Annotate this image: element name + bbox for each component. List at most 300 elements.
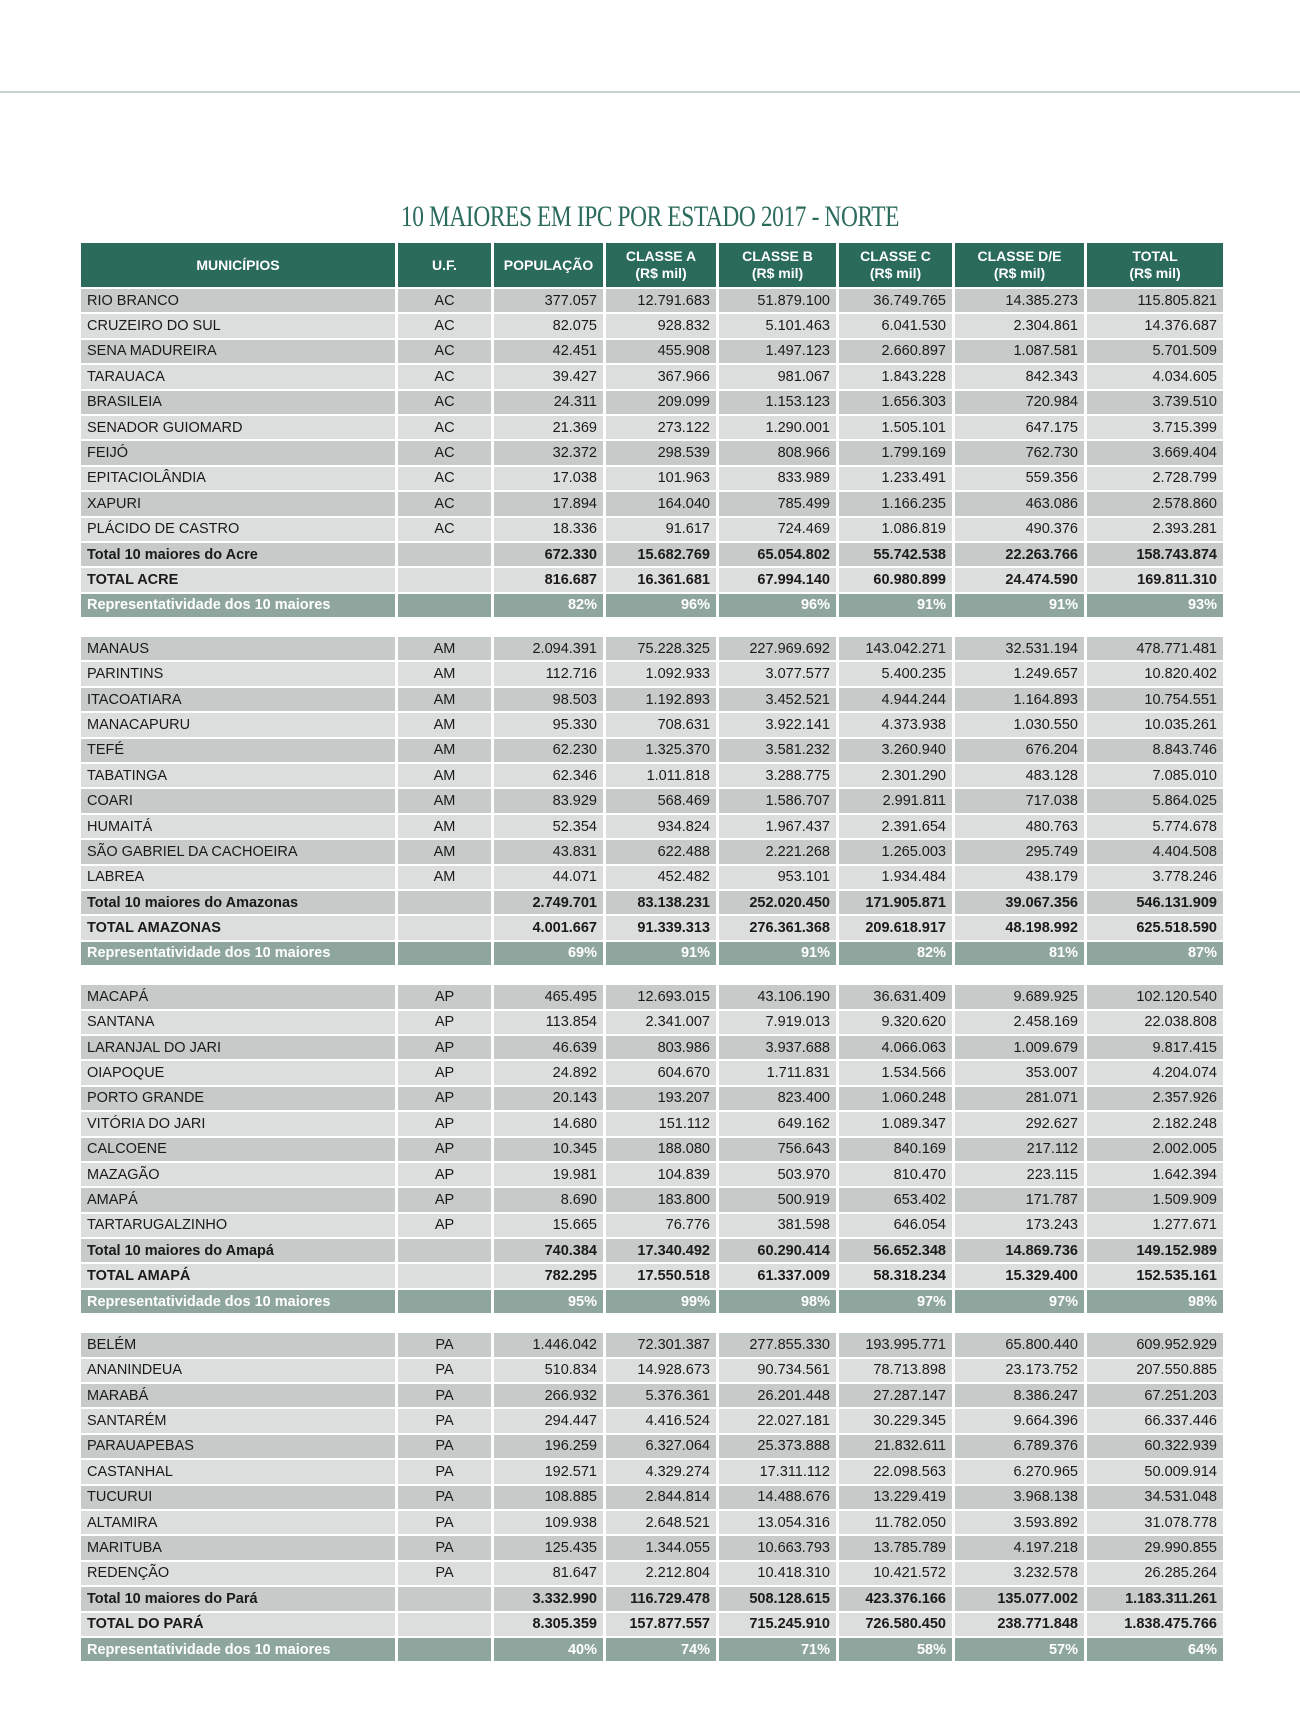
cell-municipio: BRASILEIA (81, 391, 395, 414)
cell-uf: AC (398, 391, 491, 414)
cell-uf: AM (398, 662, 491, 685)
cell-classe-b: 1.586.707 (719, 789, 836, 812)
table-row (81, 391, 1223, 414)
cell-populacao: 40% (494, 1638, 603, 1661)
cell-classe-b: 61.337.009 (719, 1264, 836, 1287)
cell-classe-de: 4.197.218 (955, 1536, 1084, 1559)
cell-uf: AP (398, 1214, 491, 1237)
cell-classe-c: 4.373.938 (839, 713, 952, 736)
cell-classe-de: 720.984 (955, 391, 1084, 414)
cell-classe-b: 65.054.802 (719, 543, 836, 566)
cell-classe-c: 30.229.345 (839, 1409, 952, 1432)
cell-classe-b: 3.922.141 (719, 713, 836, 736)
cell-total: 31.078.778 (1087, 1511, 1223, 1534)
cell-classe-a: 2.341.007 (606, 1011, 716, 1034)
cell-populacao: 3.332.990 (494, 1587, 603, 1610)
cell-classe-c: 21.832.611 (839, 1435, 952, 1458)
subtotal-row (81, 543, 1223, 566)
cell-classe-de: 65.800.440 (955, 1333, 1084, 1356)
cell-populacao: 69% (494, 942, 603, 965)
cell-classe-a: 12.693.015 (606, 985, 716, 1008)
cell-uf (398, 543, 491, 566)
cell-classe-de: 559.356 (955, 467, 1084, 490)
cell-classe-c: 2.301.290 (839, 764, 952, 787)
table-row (81, 1333, 1223, 1356)
cell-classe-a: 96% (606, 594, 716, 617)
cell-total: 10.035.261 (1087, 713, 1223, 736)
cell-classe-b: 3.581.232 (719, 739, 836, 762)
cell-classe-de: 6.789.376 (955, 1435, 1084, 1458)
cell-uf: AC (398, 365, 491, 388)
cell-classe-de: 14.869.736 (955, 1239, 1084, 1262)
cell-classe-c: 1.086.819 (839, 518, 952, 541)
table-row (81, 866, 1223, 889)
cell-classe-b: 981.067 (719, 365, 836, 388)
cell-classe-de: 483.128 (955, 764, 1084, 787)
ipc-table (78, 241, 1226, 1663)
cell-municipio: MACAPÁ (81, 985, 395, 1008)
cell-municipio: MARABÁ (81, 1384, 395, 1407)
cell-municipio: PORTO GRANDE (81, 1087, 395, 1110)
cell-municipio: REDENÇÃO (81, 1562, 395, 1585)
cell-uf: AC (398, 416, 491, 439)
cell-total: 10.754.551 (1087, 688, 1223, 711)
cell-classe-de: 23.173.752 (955, 1359, 1084, 1382)
cell-classe-de: 2.304.861 (955, 314, 1084, 337)
cell-populacao: 196.259 (494, 1435, 603, 1458)
state-total-row (81, 916, 1223, 939)
cell-municipio: CRUZEIRO DO SUL (81, 314, 395, 337)
cell-total: 1.509.909 (1087, 1188, 1223, 1211)
cell-populacao: 24.892 (494, 1061, 603, 1084)
cell-municipio: LARANJAL DO JARI (81, 1036, 395, 1059)
cell-classe-de: 48.198.992 (955, 916, 1084, 939)
cell-classe-c: 1.934.484 (839, 866, 952, 889)
cell-uf: PA (398, 1435, 491, 1458)
cell-populacao: 62.230 (494, 739, 603, 762)
subtotal-row (81, 1239, 1223, 1262)
cell-classe-de: 676.204 (955, 739, 1084, 762)
cell-classe-a: 5.376.361 (606, 1384, 716, 1407)
cell-classe-b: 14.488.676 (719, 1486, 836, 1509)
subtotal-row (81, 1587, 1223, 1610)
cell-classe-de: 3.593.892 (955, 1511, 1084, 1534)
cell-classe-b: 96% (719, 594, 836, 617)
representativity-row (81, 594, 1223, 617)
cell-municipio: MARITUBA (81, 1536, 395, 1559)
cell-classe-b: 67.994.140 (719, 568, 836, 591)
cell-total: 14.376.687 (1087, 314, 1223, 337)
cell-municipio: Representatividade dos 10 maiores (81, 1638, 395, 1661)
cell-municipio: MANACAPURU (81, 713, 395, 736)
cell-uf: PA (398, 1511, 491, 1534)
cell-classe-c: 6.041.530 (839, 314, 952, 337)
cell-total: 60.322.939 (1087, 1435, 1223, 1458)
cell-classe-c: 13.229.419 (839, 1486, 952, 1509)
table-row (81, 840, 1223, 863)
cell-classe-a: 2.648.521 (606, 1511, 716, 1534)
cell-classe-c: 3.260.940 (839, 739, 952, 762)
cell-populacao: 108.885 (494, 1486, 603, 1509)
cell-classe-a: 928.832 (606, 314, 716, 337)
cell-classe-a: 298.539 (606, 441, 716, 464)
cell-municipio: MANAUS (81, 637, 395, 660)
cell-populacao: 20.143 (494, 1087, 603, 1110)
table-row (81, 467, 1223, 490)
cell-classe-c: 193.995.771 (839, 1333, 952, 1356)
cell-uf (398, 1264, 491, 1287)
cell-total: 4.404.508 (1087, 840, 1223, 863)
cell-uf (398, 594, 491, 617)
cell-classe-b: 649.162 (719, 1112, 836, 1135)
cell-populacao: 81.647 (494, 1562, 603, 1585)
cell-populacao: 2.094.391 (494, 637, 603, 660)
table-row (81, 1087, 1223, 1110)
cell-municipio: VITÓRIA DO JARI (81, 1112, 395, 1135)
cell-populacao: 113.854 (494, 1011, 603, 1034)
cell-uf: AC (398, 441, 491, 464)
cell-classe-a: 75.228.325 (606, 637, 716, 660)
cell-total: 9.817.415 (1087, 1036, 1223, 1059)
cell-classe-de: 9.689.925 (955, 985, 1084, 1008)
cell-populacao: 294.447 (494, 1409, 603, 1432)
cell-classe-a: 151.112 (606, 1112, 716, 1135)
state-total-row (81, 1613, 1223, 1636)
cell-classe-b: 276.361.368 (719, 916, 836, 939)
cell-classe-c: 58% (839, 1638, 952, 1661)
cell-uf: AC (398, 467, 491, 490)
cell-classe-b: 756.643 (719, 1138, 836, 1161)
cell-classe-b: 5.101.463 (719, 314, 836, 337)
cell-uf: AM (398, 789, 491, 812)
cell-classe-a: 99% (606, 1290, 716, 1313)
cell-total: 4.034.605 (1087, 365, 1223, 388)
cell-uf: AM (398, 764, 491, 787)
cell-municipio: TARTARUGALZINHO (81, 1214, 395, 1237)
cell-municipio: LABREA (81, 866, 395, 889)
cell-classe-c: 1.799.169 (839, 441, 952, 464)
table-row (81, 340, 1223, 363)
cell-uf: AP (398, 985, 491, 1008)
top-rule (0, 91, 1300, 93)
table-row (81, 1011, 1223, 1034)
cell-classe-a: 803.986 (606, 1036, 716, 1059)
cell-classe-c: 646.054 (839, 1214, 952, 1237)
cell-municipio: ITACOATIARA (81, 688, 395, 711)
cell-populacao: 32.372 (494, 441, 603, 464)
table-row (81, 789, 1223, 812)
cell-classe-a: 17.340.492 (606, 1239, 716, 1262)
table-row (81, 1536, 1223, 1559)
cell-classe-c: 78.713.898 (839, 1359, 952, 1382)
cell-total: 3.739.510 (1087, 391, 1223, 414)
cell-total: 1.183.311.261 (1087, 1587, 1223, 1610)
cell-classe-c: 1.534.566 (839, 1061, 952, 1084)
cell-populacao: 17.038 (494, 467, 603, 490)
cell-total: 2.357.926 (1087, 1087, 1223, 1110)
cell-classe-a: 367.966 (606, 365, 716, 388)
cell-classe-de: 281.071 (955, 1087, 1084, 1110)
cell-classe-de: 39.067.356 (955, 891, 1084, 914)
cell-classe-b: 808.966 (719, 441, 836, 464)
cell-classe-c: 209.618.917 (839, 916, 952, 939)
cell-municipio: OIAPOQUE (81, 1061, 395, 1084)
cell-total: 3.669.404 (1087, 441, 1223, 464)
cell-classe-de: 1.164.893 (955, 688, 1084, 711)
cell-classe-b: 724.469 (719, 518, 836, 541)
cell-classe-b: 26.201.448 (719, 1384, 836, 1407)
cell-classe-b: 953.101 (719, 866, 836, 889)
table-row (81, 1486, 1223, 1509)
cell-total: 2.182.248 (1087, 1112, 1223, 1135)
cell-classe-a: 455.908 (606, 340, 716, 363)
representativity-row (81, 1638, 1223, 1661)
cell-uf (398, 568, 491, 591)
cell-populacao: 125.435 (494, 1536, 603, 1559)
cell-classe-a: 708.631 (606, 713, 716, 736)
cell-classe-c: 97% (839, 1290, 952, 1313)
cell-uf: PA (398, 1333, 491, 1356)
cell-total: 169.811.310 (1087, 568, 1223, 591)
cell-populacao: 46.639 (494, 1036, 603, 1059)
cell-populacao: 112.716 (494, 662, 603, 685)
cell-populacao: 21.369 (494, 416, 603, 439)
cell-classe-de: 762.730 (955, 441, 1084, 464)
state-total-row (81, 1264, 1223, 1287)
cell-classe-c: 10.421.572 (839, 1562, 952, 1585)
cell-total: 158.743.874 (1087, 543, 1223, 566)
cell-municipio: COARI (81, 789, 395, 812)
cell-uf: AC (398, 518, 491, 541)
cell-total: 5.864.025 (1087, 789, 1223, 812)
cell-municipio: AMAPÁ (81, 1188, 395, 1211)
cell-total: 87% (1087, 942, 1223, 965)
cell-classe-b: 91% (719, 942, 836, 965)
table-header (81, 243, 1223, 287)
cell-municipio: XAPURI (81, 492, 395, 515)
header-classe-c: CLASSE C (R$ mil) (839, 243, 952, 287)
header-uf: U.F. (398, 243, 491, 287)
cell-total: 66.337.446 (1087, 1409, 1223, 1432)
cell-classe-a: 1.092.933 (606, 662, 716, 685)
cell-populacao: 192.571 (494, 1460, 603, 1483)
cell-classe-b: 715.245.910 (719, 1613, 836, 1636)
cell-municipio: TEFÉ (81, 739, 395, 762)
table-row (81, 1384, 1223, 1407)
header-municipios: MUNICÍPIOS (81, 243, 395, 287)
representativity-row (81, 942, 1223, 965)
cell-uf: PA (398, 1409, 491, 1432)
cell-classe-a: 4.416.524 (606, 1409, 716, 1432)
cell-total: 67.251.203 (1087, 1384, 1223, 1407)
cell-classe-de: 6.270.965 (955, 1460, 1084, 1483)
cell-classe-de: 81% (955, 942, 1084, 965)
header-total: TOTAL (R$ mil) (1087, 243, 1223, 287)
cell-classe-c: 11.782.050 (839, 1511, 952, 1534)
cell-municipio: SÃO GABRIEL DA CACHOEIRA (81, 840, 395, 863)
cell-total: 29.990.855 (1087, 1536, 1223, 1559)
cell-classe-b: 2.221.268 (719, 840, 836, 863)
cell-classe-b: 1.967.437 (719, 815, 836, 838)
cell-total: 22.038.808 (1087, 1011, 1223, 1034)
cell-uf (398, 942, 491, 965)
cell-classe-a: 164.040 (606, 492, 716, 515)
cell-classe-c: 27.287.147 (839, 1384, 952, 1407)
page-title: 10 MAIORES EM IPC POR ESTADO 2017 - NORTE (400, 200, 900, 233)
cell-municipio: CALCOENE (81, 1138, 395, 1161)
table-row (81, 637, 1223, 660)
cell-uf: AM (398, 713, 491, 736)
cell-classe-c: 2.991.811 (839, 789, 952, 812)
cell-populacao: 782.295 (494, 1264, 603, 1287)
cell-classe-de: 217.112 (955, 1138, 1084, 1161)
table-row (81, 1188, 1223, 1211)
cell-classe-a: 91.617 (606, 518, 716, 541)
cell-uf (398, 916, 491, 939)
cell-total: 207.550.885 (1087, 1359, 1223, 1382)
cell-classe-b: 10.418.310 (719, 1562, 836, 1585)
cell-total: 149.152.989 (1087, 1239, 1223, 1262)
cell-classe-de: 842.343 (955, 365, 1084, 388)
cell-total: 1.642.394 (1087, 1163, 1223, 1186)
cell-classe-b: 508.128.615 (719, 1587, 836, 1610)
cell-classe-a: 72.301.387 (606, 1333, 716, 1356)
cell-uf: AP (398, 1011, 491, 1034)
cell-classe-c: 58.318.234 (839, 1264, 952, 1287)
cell-uf: PA (398, 1562, 491, 1585)
cell-classe-c: 56.652.348 (839, 1239, 952, 1262)
cell-classe-a: 188.080 (606, 1138, 716, 1161)
cell-classe-a: 12.791.683 (606, 289, 716, 312)
cell-classe-b: 10.663.793 (719, 1536, 836, 1559)
cell-uf: PA (398, 1460, 491, 1483)
cell-classe-a: 6.327.064 (606, 1435, 716, 1458)
cell-populacao: 43.831 (494, 840, 603, 863)
cell-classe-de: 14.385.273 (955, 289, 1084, 312)
cell-municipio: EPITACIOLÂNDIA (81, 467, 395, 490)
cell-classe-b: 43.106.190 (719, 985, 836, 1008)
cell-classe-a: 193.207 (606, 1087, 716, 1110)
cell-classe-a: 209.099 (606, 391, 716, 414)
cell-classe-de: 490.376 (955, 518, 1084, 541)
cell-classe-c: 810.470 (839, 1163, 952, 1186)
cell-classe-b: 1.711.831 (719, 1061, 836, 1084)
cell-municipio: FEIJÓ (81, 441, 395, 464)
cell-populacao: 8.305.359 (494, 1613, 603, 1636)
cell-classe-b: 71% (719, 1638, 836, 1661)
cell-uf: AC (398, 340, 491, 363)
table-row (81, 764, 1223, 787)
cell-municipio: TARAUACA (81, 365, 395, 388)
cell-municipio: ALTAMIRA (81, 1511, 395, 1534)
cell-uf: AM (398, 815, 491, 838)
cell-classe-de: 24.474.590 (955, 568, 1084, 591)
cell-municipio: PARAUAPEBAS (81, 1435, 395, 1458)
cell-classe-c: 143.042.271 (839, 637, 952, 660)
cell-classe-b: 1.290.001 (719, 416, 836, 439)
cell-uf (398, 891, 491, 914)
cell-classe-a: 622.488 (606, 840, 716, 863)
table-row (81, 739, 1223, 762)
cell-populacao: 95% (494, 1290, 603, 1313)
cell-uf: AP (398, 1112, 491, 1135)
cell-municipio: Representatividade dos 10 maiores (81, 1290, 395, 1313)
cell-classe-de: 173.243 (955, 1214, 1084, 1237)
table-row (81, 985, 1223, 1008)
cell-municipio: TOTAL DO PARÁ (81, 1613, 395, 1636)
cell-populacao: 42.451 (494, 340, 603, 363)
cell-classe-a: 91.339.313 (606, 916, 716, 939)
cell-classe-de: 238.771.848 (955, 1613, 1084, 1636)
cell-total: 609.952.929 (1087, 1333, 1223, 1356)
table-row (81, 314, 1223, 337)
cell-classe-c: 4.066.063 (839, 1036, 952, 1059)
cell-classe-de: 647.175 (955, 416, 1084, 439)
table-row (81, 441, 1223, 464)
cell-classe-b: 3.077.577 (719, 662, 836, 685)
cell-classe-b: 1.153.123 (719, 391, 836, 414)
cell-classe-de: 480.763 (955, 815, 1084, 838)
cell-total: 152.535.161 (1087, 1264, 1223, 1287)
cell-classe-a: 4.329.274 (606, 1460, 716, 1483)
cell-classe-de: 97% (955, 1290, 1084, 1313)
cell-municipio: ANANINDEUA (81, 1359, 395, 1382)
cell-total: 7.085.010 (1087, 764, 1223, 787)
cell-classe-de: 353.007 (955, 1061, 1084, 1084)
cell-total: 2.728.799 (1087, 467, 1223, 490)
cell-classe-b: 90.734.561 (719, 1359, 836, 1382)
cell-classe-b: 785.499 (719, 492, 836, 515)
cell-populacao: 266.932 (494, 1384, 603, 1407)
cell-classe-b: 22.027.181 (719, 1409, 836, 1432)
cell-classe-c: 36.749.765 (839, 289, 952, 312)
cell-uf: PA (398, 1486, 491, 1509)
table-row (81, 662, 1223, 685)
cell-uf: AM (398, 840, 491, 863)
cell-classe-a: 934.824 (606, 815, 716, 838)
cell-uf: AM (398, 688, 491, 711)
cell-populacao: 44.071 (494, 866, 603, 889)
cell-total: 2.578.860 (1087, 492, 1223, 515)
cell-municipio: SENA MADUREIRA (81, 340, 395, 363)
cell-populacao: 510.834 (494, 1359, 603, 1382)
cell-municipio: SANTANA (81, 1011, 395, 1034)
cell-populacao: 465.495 (494, 985, 603, 1008)
table-row (81, 518, 1223, 541)
cell-classe-de: 3.232.578 (955, 1562, 1084, 1585)
cell-classe-de: 15.329.400 (955, 1264, 1084, 1287)
cell-classe-a: 1.192.893 (606, 688, 716, 711)
table-row (81, 1112, 1223, 1135)
spacer-cell (81, 967, 1223, 983)
cell-uf: AP (398, 1061, 491, 1084)
cell-classe-de: 1.009.679 (955, 1036, 1084, 1059)
cell-classe-a: 14.928.673 (606, 1359, 716, 1382)
cell-municipio: BELÉM (81, 1333, 395, 1356)
cell-populacao: 1.446.042 (494, 1333, 603, 1356)
cell-municipio: Total 10 maiores do Acre (81, 543, 395, 566)
cell-classe-a: 16.361.681 (606, 568, 716, 591)
table-row (81, 1359, 1223, 1382)
spacer-cell (81, 619, 1223, 635)
cell-municipio: TOTAL ACRE (81, 568, 395, 591)
cell-classe-c: 55.742.538 (839, 543, 952, 566)
cell-municipio: PLÁCIDO DE CASTRO (81, 518, 395, 541)
cell-uf: AC (398, 289, 491, 312)
cell-total: 478.771.481 (1087, 637, 1223, 660)
cell-uf (398, 1613, 491, 1636)
cell-classe-a: 74% (606, 1638, 716, 1661)
